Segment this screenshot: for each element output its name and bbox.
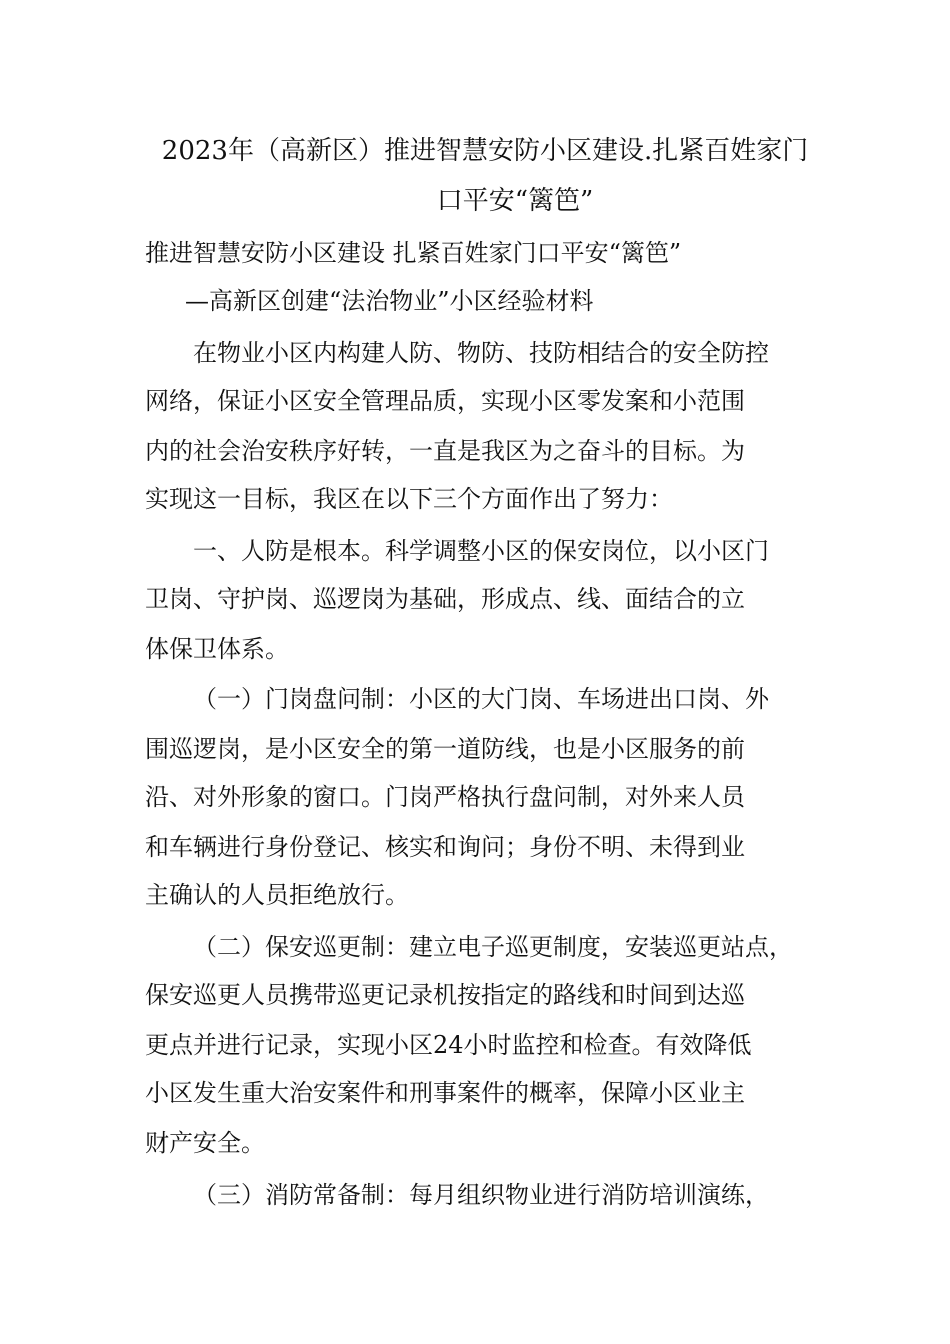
body-line: 卫岗、守护岗、巡逻岗为基础，形成点、线、面结合的立 <box>145 585 745 613</box>
body-line: 网络，保证小区安全管理品质，实现小区零发案和小范围 <box>145 387 745 415</box>
body-line: 保安巡更人员携带巡更记录机按指定的路线和时间到达巡 <box>145 981 745 1009</box>
body-line: 财产安全。 <box>145 1129 265 1157</box>
body-line: 一、人防是根本。科学调整小区的保安岗位，以小区门 <box>193 537 769 565</box>
document-subtitle: 推进智慧安防小区建设 扎紧百姓家门口平安“篱笆” <box>145 239 682 267</box>
body-line: 小区发生重大治安案件和刑事案件的概率，保障小区业主 <box>145 1079 745 1107</box>
body-line: （二）保安巡更制：建立电子巡更制度，安装巡更站点， <box>193 933 793 961</box>
body-line: 围巡逻岗，是小区安全的第一道防线，也是小区服务的前 <box>145 735 745 763</box>
body-line: 体保卫体系。 <box>145 635 289 663</box>
body-line: （一）门岗盘问制：小区的大门岗、车场进出口岗、外 <box>193 685 769 713</box>
body-line: 主确认的人员拒绝放行。 <box>145 881 409 909</box>
body-line: 和车辆进行身份登记、核实和询问；身份不明、未得到业 <box>145 833 745 861</box>
body-line: 内的社会治安秩序好转，一直是我区为之奋斗的目标。为 <box>145 437 745 465</box>
document-title-line-1: 2023年（高新区）推进智慧安防小区建设.扎紧百姓家门 <box>161 136 809 166</box>
document-title-line-2: 口平安“篱笆” <box>436 186 594 216</box>
body-line: 在物业小区内构建人防、物防、技防相结合的安全防控 <box>193 339 769 367</box>
body-line: 沿、对外形象的窗口。门岗严格执行盘问制，对外来人员 <box>145 783 745 811</box>
body-line: 更点并进行记录，实现小区24小时监控和检查。有效降低 <box>145 1031 752 1059</box>
document-byline: —高新区创建“法治物业”小区经验材料 <box>185 287 594 315</box>
body-line: （三）消防常备制：每月组织物业进行消防培训演练， <box>193 1181 769 1209</box>
body-line: 实现这一目标，我区在以下三个方面作出了努力： <box>145 485 673 513</box>
